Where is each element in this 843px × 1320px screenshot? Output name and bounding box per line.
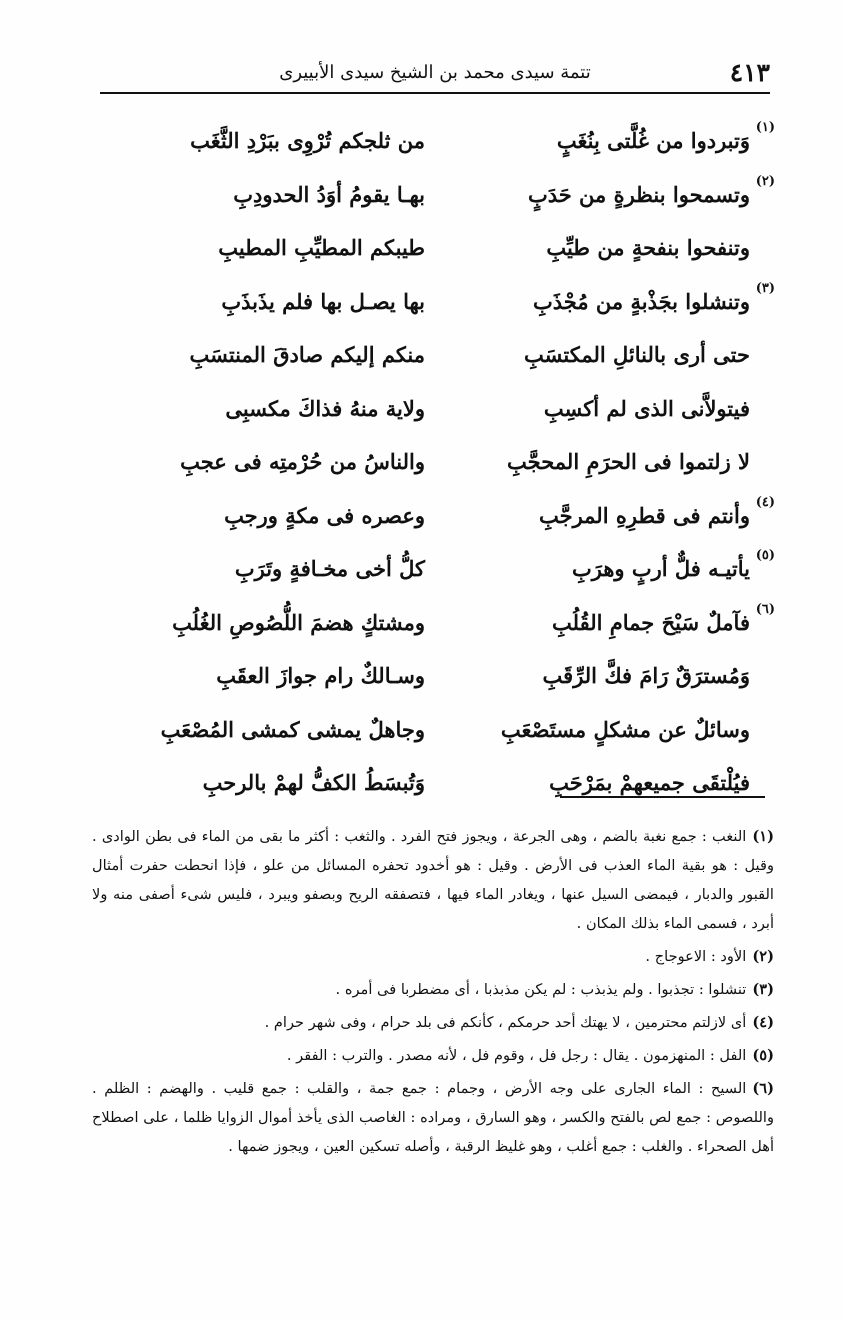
verse-first-hemistich: وَتبردوا من غُلَّتى بِنُغَبٍ	[556, 128, 750, 153]
verse-first-hemistich: يأتيـه فلٌّ أربٍ وهرَبِ	[571, 556, 750, 581]
footnote-number: (٢)	[752, 948, 774, 965]
verse-first-hemistich: وتسمحوا بنظرةٍ من حَدَبٍ	[527, 181, 750, 207]
verse-second-hemistich: منكم إليكم صادقَ المنتسَبِ	[189, 342, 425, 367]
footnote-text: تنشلوا : تجذبوا . ولم يذبذب : لم يكن مذبذبا ، أى مضطربا فى أمره .	[335, 981, 747, 998]
verse-first-hemistich: فيتولاَّنى الذى لم أكسِبِ	[543, 395, 750, 421]
footnotes	[92, 822, 774, 1165]
verse-first-hemistich: فيُلْتقَى جميعهمْ بمَرْحَبِ	[549, 770, 750, 795]
footnote	[92, 1074, 774, 1161]
verse	[95, 546, 775, 600]
verse-second-hemistich: وعصره فى مكةٍ ورجبِ	[224, 502, 425, 528]
verse-first-hemistich: وتنفحوا بنفحةٍ من طيِّبِ	[546, 235, 750, 260]
verse-second-hemistich: ومشتكٍ هضمَ اللُّصُوصِ الغُلُبِ	[172, 609, 425, 635]
verse-first-hemistich: وتنشلوا بجَذْبةٍ من مُجْذَبِ	[533, 288, 750, 314]
verse	[95, 279, 775, 333]
poem	[95, 118, 775, 814]
verse-second-hemistich: ولاية منهُ فذاكَ مكسبِى	[225, 395, 425, 421]
verse-first-hemistich: وَمُسترَقٌ رَامَ فكَّ الرِّقَبِ	[542, 663, 750, 688]
footnote-number: (٤)	[752, 1014, 774, 1031]
footnote-text: النغب : جمع نغبة بالضم ، وهى الجرعة ، ويجوز فتح الفرد . والثغب : أكثر ما بقى من الماء فى بطن الوادى . وقيل : هو بقية الماء العذب فى الأرض . وقيل : هو أخدود تحفره المسائل من علو ، فإذا انحطت حفرت أمثال القبور والدبار ، فيمضى السيل عنها ، ويغادر الماء فيها ، فتصفقه الريح وبصفو ويبرد ، فليس شىء أصفى منه ولا أبرد ، فسمى الماء بذلك المكان .	[92, 828, 774, 932]
footnote-marker[interactable]: (٢)	[755, 173, 775, 189]
footnote	[92, 942, 774, 971]
verse-second-hemistich: بهـا يقومُ أوَدُ الحدودِبِ	[233, 181, 425, 207]
verse-second-hemistich: والناسُ من حُرْمتِه فى عجبِ	[180, 449, 425, 474]
footnote-text: الفل : المنهزمون . يقال : رجل فل ، وقوم فل ، لأنه مصدر . والترب : الفقر .	[286, 1047, 747, 1064]
footnote	[92, 1041, 774, 1070]
footnote	[92, 822, 774, 938]
verse	[95, 707, 775, 761]
footnote-marker[interactable]: (١)	[755, 120, 775, 135]
footnote-text: أى لازلتم محترمين ، لا يهتك أحد حرمكم ، كأنكم فى بلد حرام ، وفى شهر حرام .	[264, 1014, 747, 1031]
footnote-text: الأود : الاعوجاج .	[645, 948, 747, 965]
running-title: تتمة سيدى محمد بن الشيخ سيدى الأبييرى	[279, 62, 591, 83]
verse-second-hemistich: وسـالكٌ رام جوازَ العقَبِ	[216, 663, 425, 688]
footnote-marker[interactable]: (٣)	[755, 280, 775, 296]
footnote-number: (٥)	[752, 1047, 774, 1064]
verse	[95, 172, 775, 226]
verse	[95, 760, 775, 814]
verse	[95, 439, 775, 493]
verse	[95, 493, 775, 547]
verse-second-hemistich: من ثلجكم تُرْوِى ببَرْدِ الثَّغَب	[190, 128, 425, 153]
verse-first-hemistich: وأنتم فى قطرِهِ المرجَّبِ	[538, 502, 750, 528]
footnote-separator	[560, 796, 765, 798]
verse	[95, 600, 775, 654]
verse-first-hemistich: وسائلٌ عن مشكلٍ مستَصْعَبِ	[500, 716, 750, 742]
footnote-number: (٣)	[752, 981, 774, 998]
verse-first-hemistich: فآملٌ سَيْحَ جمامِ القُلُبِ	[552, 609, 750, 635]
verse-second-hemistich: طيبكم المطيِّبِ المطيبِ	[218, 235, 425, 260]
verse-second-hemistich: وجاهلٌ يمشى كمشى المُصْعَبِ	[160, 716, 425, 742]
footnote-marker[interactable]: (٤)	[755, 494, 775, 510]
verse	[95, 225, 775, 279]
verse	[95, 118, 775, 172]
footnote-marker[interactable]: (٥)	[755, 548, 775, 563]
page-header	[100, 58, 770, 90]
footnote-number: (١)	[752, 828, 774, 845]
footnote-text: السيح : الماء الجارى على وجه الأرض ، وجمام : جمع جمة ، والقلب : جمع قليب . والهضم : الظلم . واللصوص : جمع لص بالفتح والكسر ، وهو السارق ، ومراده : الغاصب الذى يأخذ أموال الزوايا ظلما ، على اصطلاح أهل الصحراء . والغلب : جمع أغلب ، وهو غليظ الرقبة ، وأصله تسكين العين ، ويجوز ضمها .	[92, 1080, 774, 1155]
footnote-number: (٦)	[752, 1080, 774, 1097]
verse	[95, 386, 775, 440]
footnote-marker[interactable]: (٦)	[755, 601, 775, 617]
verse-second-hemistich: بها يصـل بها فلم يذَبذَبِ	[221, 288, 425, 314]
header-rule	[100, 92, 770, 94]
verse	[95, 653, 775, 707]
page-number: ٤١٣	[729, 58, 770, 87]
footnote	[92, 1008, 774, 1037]
verse-second-hemistich: وَتُبسَطُ الكفُّ لهمْ بالرحبِ	[202, 770, 425, 795]
verse-second-hemistich: كلُّ أخى مخـافةٍ وتَرَبِ	[234, 556, 425, 581]
verse-first-hemistich: لا زلتموا فى الحرَمِ المحجَّبِ	[507, 449, 750, 474]
verse	[95, 332, 775, 386]
verse-first-hemistich: حتى أرى بالنائلِ المكتسَبِ	[524, 342, 750, 367]
footnote	[92, 975, 774, 1004]
